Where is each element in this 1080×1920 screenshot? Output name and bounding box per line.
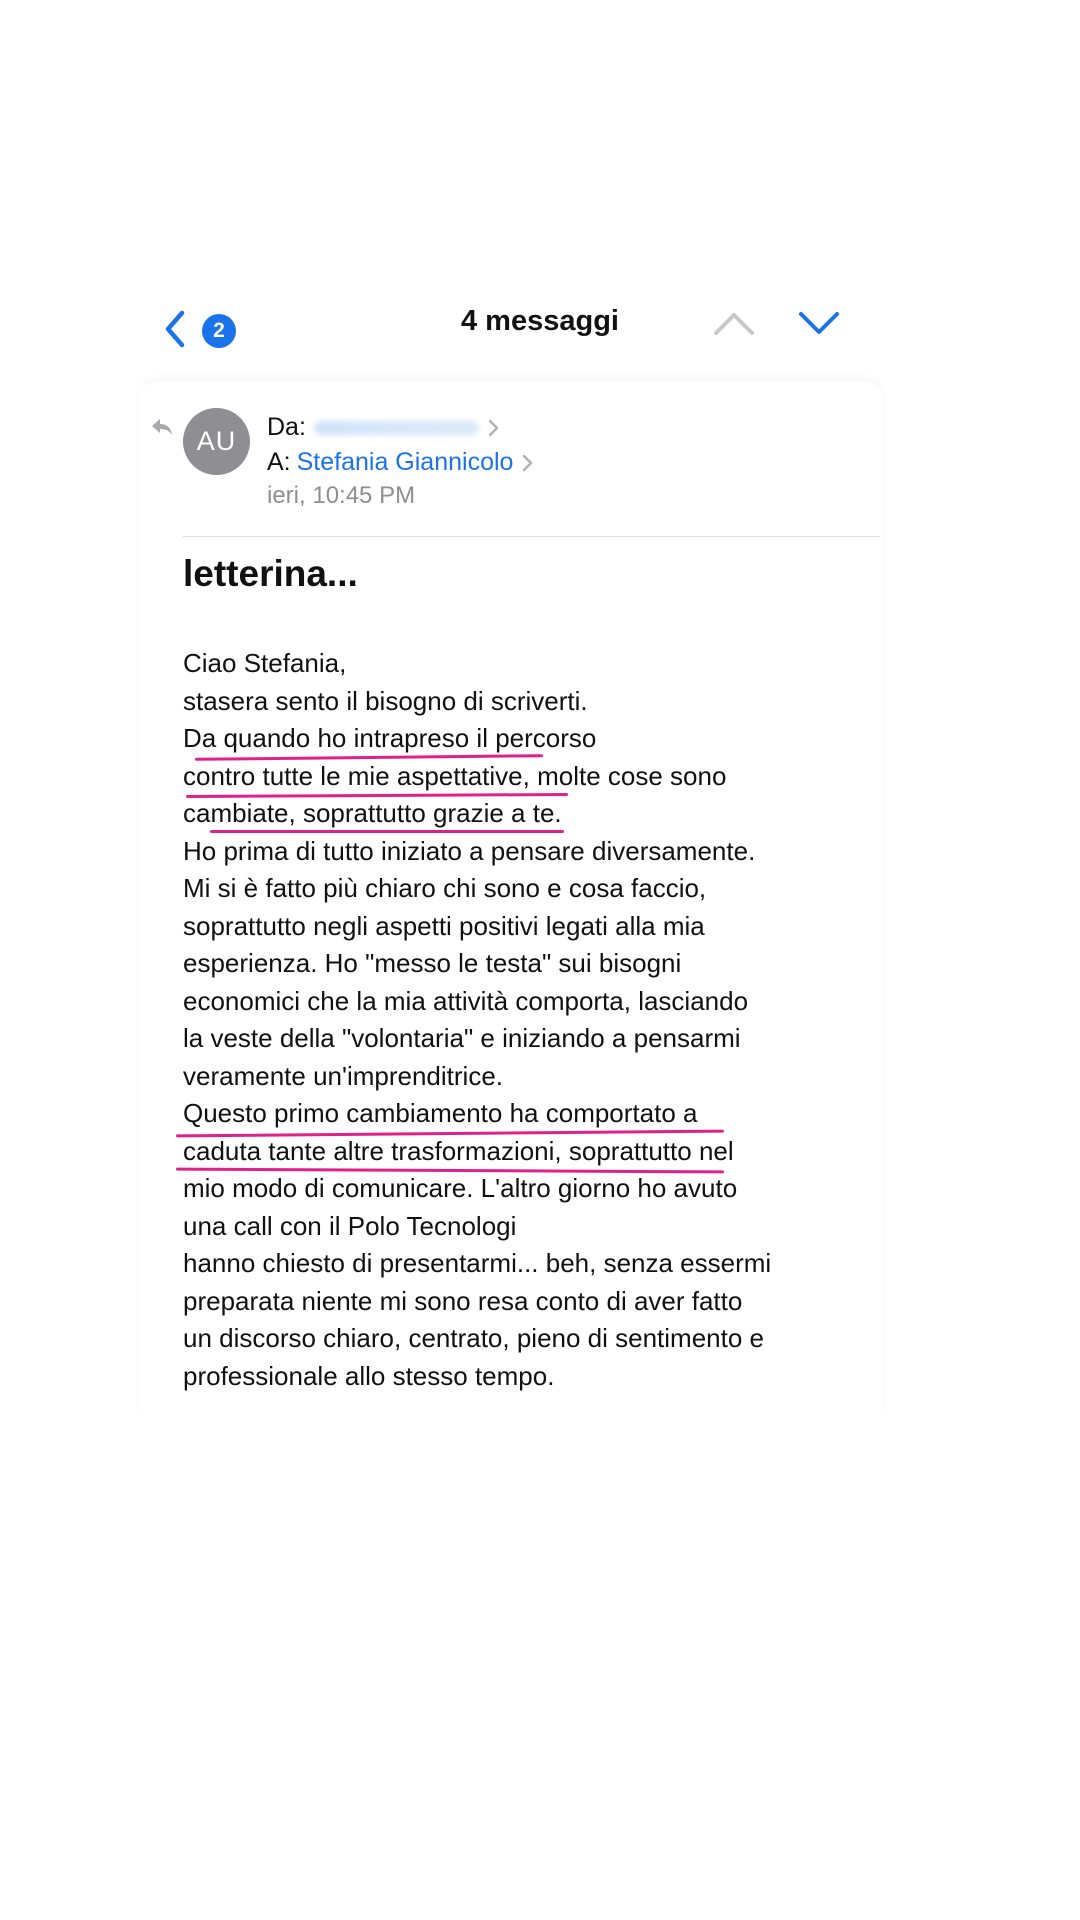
recipient-row[interactable] — [267, 448, 533, 477]
reply-icon — [150, 417, 174, 437]
recipient-name[interactable]: Stefania Giannicolo — [296, 448, 514, 476]
body-line: caduta tante altre trasformazioni, soprattutto nel — [183, 1135, 734, 1166]
body-line: un discorso chiaro, centrato, pieno di sentimento e — [183, 1323, 765, 1353]
body-line: veramente un'imprenditrice. — [183, 1060, 503, 1091]
chevron-down-icon — [797, 309, 841, 337]
navigation-bar — [0, 295, 1080, 355]
header-divider — [183, 536, 880, 537]
next-message-button[interactable] — [797, 309, 841, 342]
previous-message-button[interactable] — [712, 309, 756, 342]
chevron-right-icon — [487, 418, 499, 438]
message-subject: letterina... — [183, 553, 358, 594]
body-line: Mi si è fatto più chiaro chi sono e cosa faccio, — [183, 873, 707, 903]
to-label: A: — [267, 448, 291, 476]
body-line: Ho prima di tutto iniziato a pensare diversamente. — [183, 835, 756, 866]
body-line: Ciao Stefania, — [183, 648, 347, 678]
body-line: soprattutto negli aspetti positivi legati alla mia — [183, 910, 705, 941]
thread-title: 4 messaggi — [461, 305, 619, 337]
body-line: mio modo di comunicare. L'altro giorno ho avuto — [183, 1173, 738, 1203]
avatar[interactable]: AU — [183, 408, 250, 475]
body-line: stasera sento il bisogno di scriverti. — [183, 685, 588, 716]
from-label: Da: — [267, 413, 306, 441]
body-line: hanno chiesto di presentarmi... beh, senza essermi — [183, 1248, 772, 1278]
body-line: Da quando ho intrapreso il percorso — [183, 723, 597, 753]
body-line: esperienza. Ho "messo le testa" sui bisogni — [183, 948, 682, 978]
highlight-stroke — [210, 830, 564, 833]
body-line: professionale allo stesso tempo. — [183, 1360, 555, 1391]
sender-name-redacted — [314, 421, 479, 435]
body-line: preparata niente mi sono resa conto di aver fatto — [183, 1285, 743, 1316]
sender-row[interactable] — [267, 413, 499, 442]
body-line: contro tutte le mie aspettative, molte cose sono — [183, 760, 727, 791]
unread-count-badge: 2 — [202, 314, 236, 348]
body-line: cambiate, soprattutto grazie a te. — [183, 798, 562, 828]
body-line: Questo primo cambiamento ha comportato a — [183, 1098, 698, 1128]
body-line: una call con il Polo Tecnologi — [183, 1210, 517, 1241]
body-line: la veste della "volontaria" e iniziando a pensarmi — [183, 1023, 741, 1053]
message-date: ieri, 10:45 PM — [267, 482, 416, 509]
chevron-up-icon — [712, 309, 756, 337]
body-line: economici che la mia attività comporta, lasciando — [183, 985, 749, 1016]
chevron-right-icon — [521, 453, 533, 473]
